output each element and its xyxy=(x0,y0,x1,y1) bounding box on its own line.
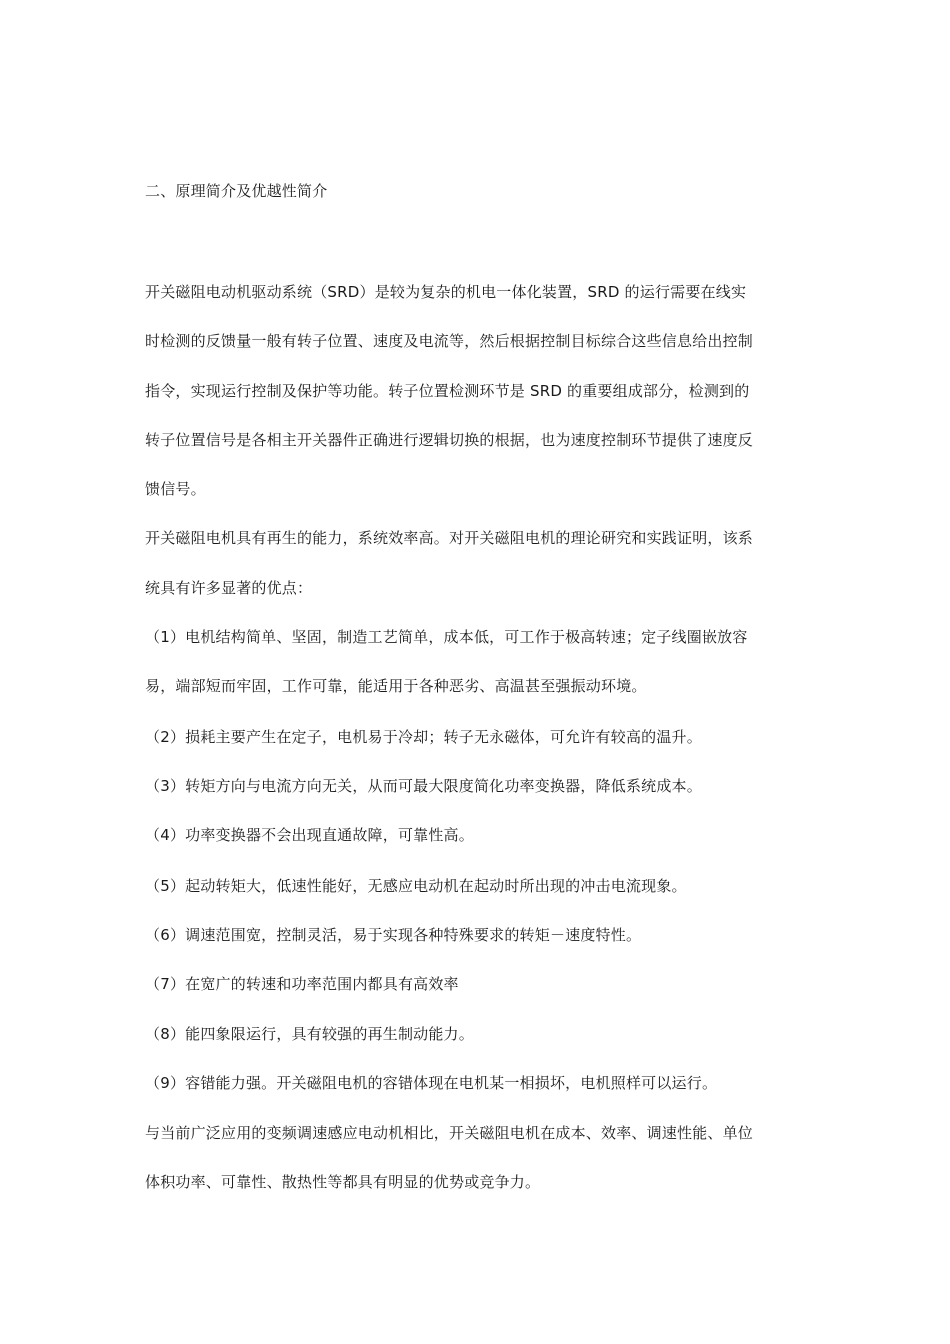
list-item: （3）转矩方向与电流方向无关，从而可最大限度简化功率变换器，降低系统成本。 xyxy=(145,777,702,795)
paragraph-line: 馈信号。 xyxy=(145,480,206,498)
paragraph-line: 体积功率、可靠性、散热性等都具有明显的优势或竞争力。 xyxy=(145,1173,541,1191)
list-item: （8）能四象限运行，具有较强的再生制动能力。 xyxy=(145,1025,474,1043)
paragraph-line: 统具有许多显著的优点： xyxy=(145,579,313,597)
list-item: （6）调速范围宽，控制灵活，易于实现各种特殊要求的转矩－速度特性。 xyxy=(145,926,642,944)
list-item: （9）容错能力强。开关磁阻电机的容错体现在电机某一相损坏，电机照样可以运行。 xyxy=(145,1074,718,1092)
paragraph-line: 与当前广泛应用的变频调速感应电动机相比，开关磁阻电机在成本、效率、调速性能、单位 xyxy=(145,1124,754,1142)
list-item: （5）起动转矩大，低速性能好，无感应电动机在起动时所出现的冲击电流现象。 xyxy=(145,877,687,895)
list-item: （4）功率变换器不会出现直通故障，可靠性高。 xyxy=(145,826,474,844)
paragraph-line: 开关磁阻电机具有再生的能力，系统效率高。对开关磁阻电机的理论研究和实践证明，该系 xyxy=(145,529,754,547)
section-heading: 二、原理简介及优越性简介 xyxy=(145,182,328,200)
list-item: （1）电机结构简单、坚固，制造工艺简单，成本低，可工作于极高转速；定子线圈嵌放容 xyxy=(145,628,748,646)
paragraph-line: 指令，实现运行控制及保护等功能。转子位置检测环节是 SRD 的重要组成部分，检测到的 xyxy=(145,382,750,400)
list-item: （7）在宽广的转速和功率范围内都具有高效率 xyxy=(145,975,459,993)
paragraph-line: 转子位置信号是各相主开关器件正确进行逻辑切换的根据，也为速度控制环节提供了速度反 xyxy=(145,431,754,449)
list-item-continuation: 易，端部短而牢固，工作可靠，能适用于各种恶劣、高温甚至强振动环境。 xyxy=(145,677,647,695)
list-item: （2）损耗主要产生在定子，电机易于冷却；转子无永磁体，可允许有较高的温升。 xyxy=(145,728,702,746)
paragraph-line: 开关磁阻电动机驱动系统（SRD）是较为复杂的机电一体化装置，SRD 的运行需要在线实 xyxy=(145,283,747,301)
paragraph-line: 时检测的反馈量一般有转子位置、速度及电流等，然后根据控制目标综合这些信息给出控制 xyxy=(145,332,754,350)
